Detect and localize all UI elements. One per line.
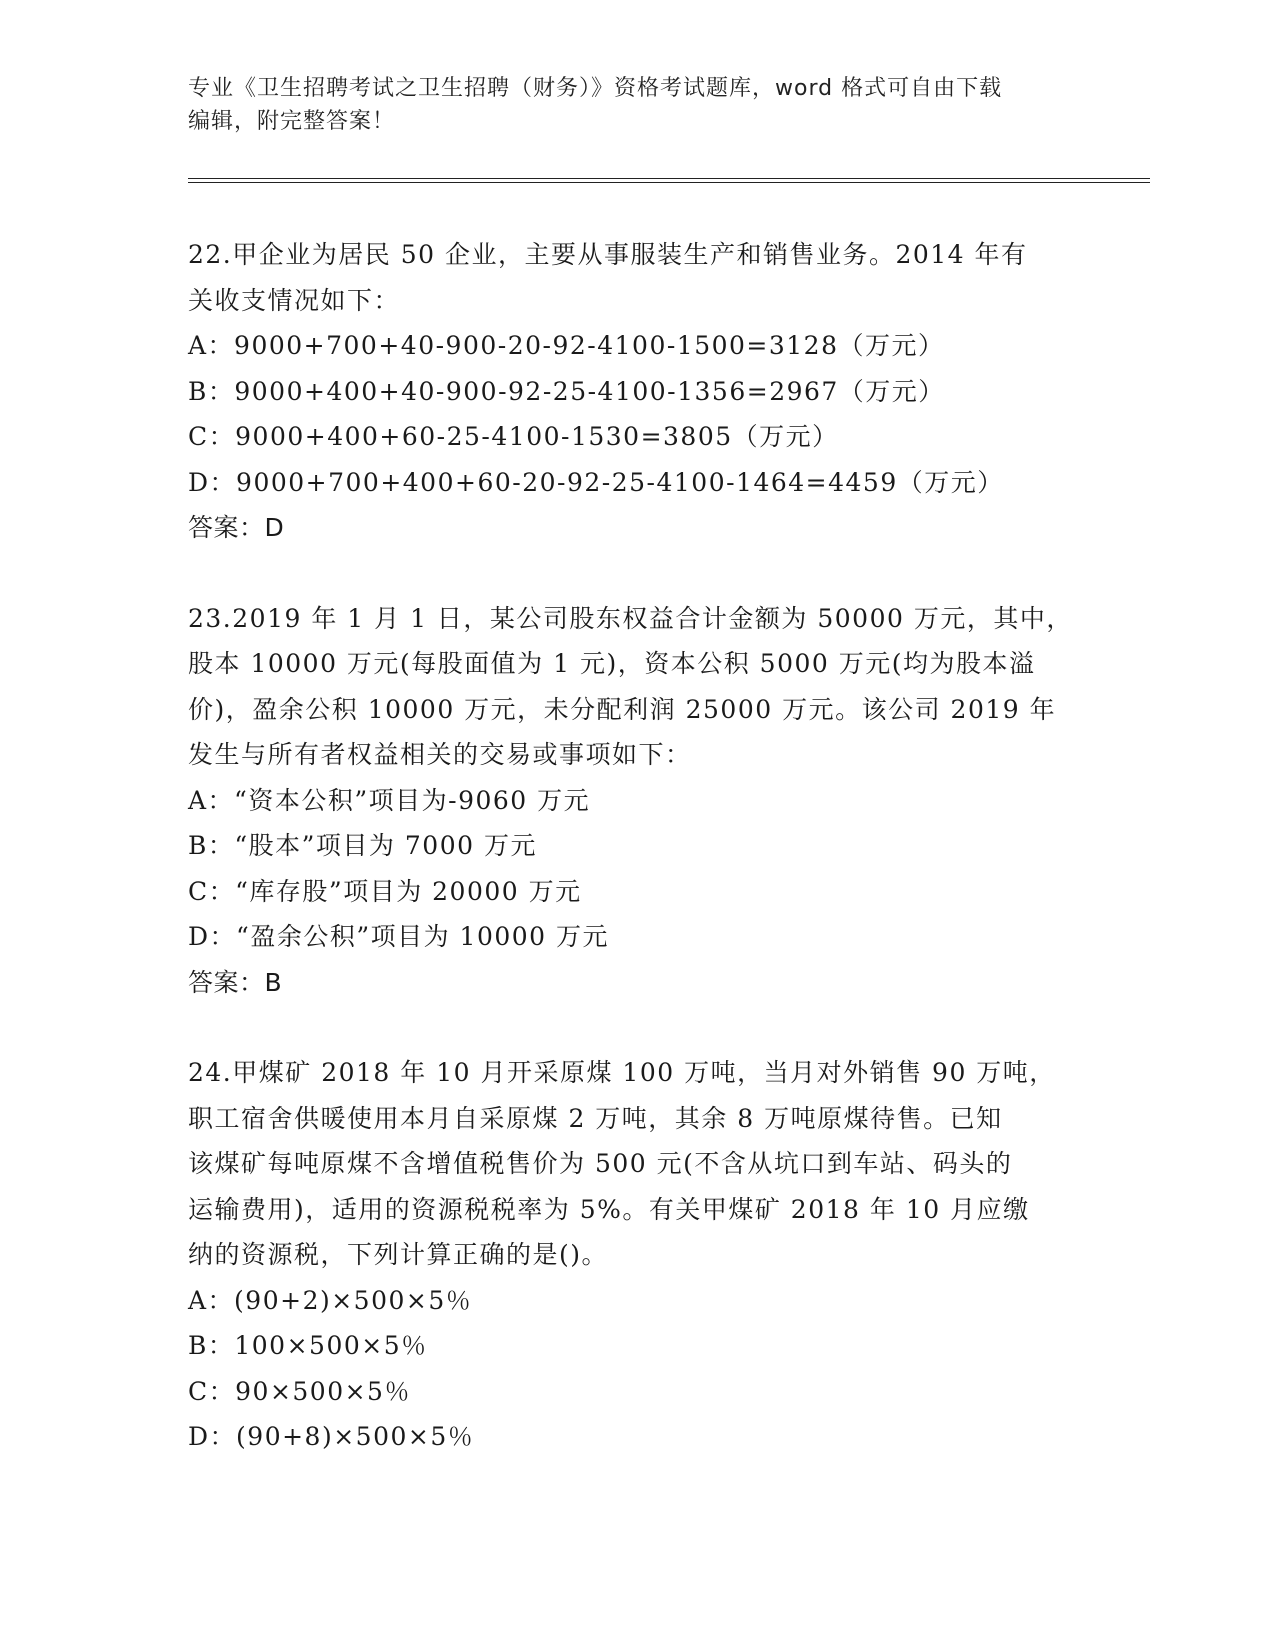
option-c: C：“库存股”项目为 20000 万元 xyxy=(188,876,582,906)
question-24 xyxy=(188,1050,1078,1460)
option-b: B：100×500×5％ xyxy=(188,1331,428,1360)
option-a: A：(90+2)×500×5％ xyxy=(188,1285,473,1315)
option-b: B：“股本”项目为 7000 万元 xyxy=(188,831,537,860)
question-text-line: 股本 10000 万元(每股面值为 1 元)，资本公积 5000 万元(均为股本溢 xyxy=(188,649,1036,678)
option-d: D：9000+700+400+60-20-92-25-4100-1464=4459（万元） xyxy=(188,467,1004,497)
question-list xyxy=(188,232,1078,1460)
header-line-1: 专业《卫生招聘考试之卫生招聘（财务）》资格考试题库，word 格式可自由下载 xyxy=(188,76,1003,101)
question-text-line: 该煤矿每吨原煤不含增值税售价为 500 元(不含从坑口到车站、码头的 xyxy=(188,1149,1013,1178)
question-text-line: 22.甲企业为居民 50 企业，主要从事服装生产和销售业务。2014 年有 xyxy=(188,240,1028,269)
header-double-rule xyxy=(188,178,1150,183)
question-text-line: 运输费用)，适用的资源税税率为 5%。有关甲煤矿 2018 年 10 月应缴 xyxy=(188,1194,1030,1224)
option-a: A：“资本公积”项目为-9060 万元 xyxy=(188,785,591,815)
option-c: C：90×500×5％ xyxy=(188,1376,411,1406)
answer-line: 答案：D xyxy=(188,513,285,542)
option-c: C：9000+400+60-25-4100-1530=3805（万元） xyxy=(188,422,839,451)
answer-line: 答案：B xyxy=(188,967,283,997)
question-text-line: 23.2019 年 1 月 1 日，某公司股东权益合计金额为 50000 万元，其中， xyxy=(188,603,1073,633)
question-text-line: 职工宿舍供暖使用本月自采原煤 2 万吨，其余 8 万吨原煤待售。已知 xyxy=(188,1103,1003,1133)
question-23 xyxy=(188,596,1078,1006)
option-b: B：9000+400+40-900-92-25-4100-1356=2967（万元） xyxy=(188,376,945,406)
option-a: A：9000+700+40-900-20-92-4100-1500=3128（万元） xyxy=(188,331,945,360)
question-22 xyxy=(188,232,1078,551)
option-d: D：“盈余公积”项目为 10000 万元 xyxy=(188,922,610,951)
question-text-line: 价)，盈余公积 10000 万元，未分配利润 25000 万元。该公司 2019 年 xyxy=(188,694,1057,724)
document-header xyxy=(188,72,1088,138)
question-text-line: 关收支情况如下： xyxy=(188,285,401,315)
question-text-line: 发生与所有者权益相关的交易或事项如下： xyxy=(188,740,692,769)
header-line-2: 编辑，附完整答案！ xyxy=(188,109,396,134)
question-text-line: 24.甲煤矿 2018 年 10 月开采原煤 100 万吨，当月对外销售 90 万吨， xyxy=(188,1058,1056,1087)
question-spacer xyxy=(188,551,1078,596)
question-spacer xyxy=(188,1005,1078,1050)
option-d: D：(90+8)×500×5％ xyxy=(188,1422,475,1451)
question-text-line: 纳的资源税，下列计算正确的是()。 xyxy=(188,1240,609,1269)
